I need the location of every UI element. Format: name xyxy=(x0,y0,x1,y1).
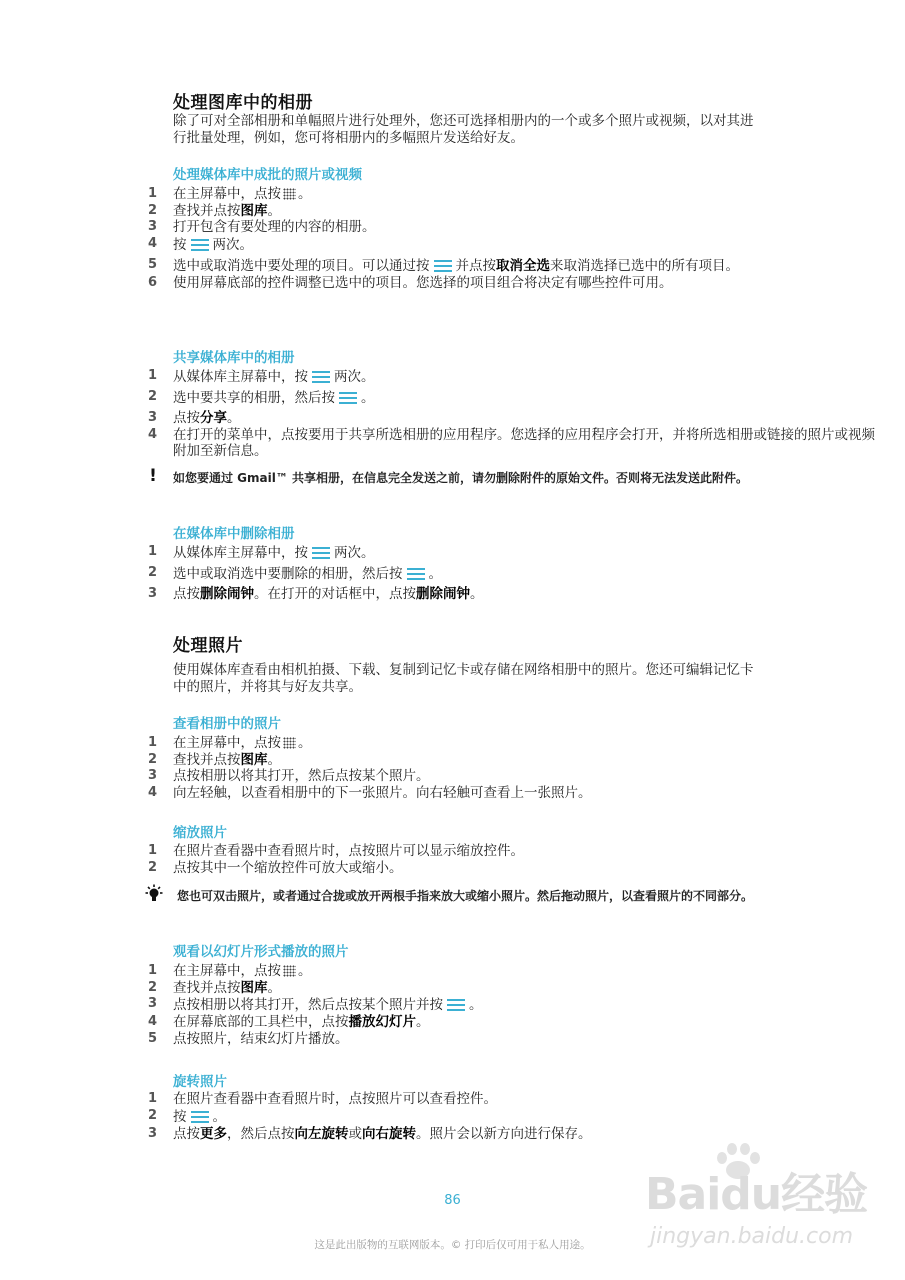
heading-share: 共享媒体库中的相册 xyxy=(173,350,295,366)
step: 3 点按相册以将其打开，然后点按某个照片并按 。 xyxy=(148,996,483,1013)
step: 2 选中要共享的相册，然后按 。 xyxy=(148,389,375,406)
step: 4 按 两次。 xyxy=(148,235,253,253)
footer-notice: 这是此出版物的互联网版本。© 打印后仅可用于私人用途。 xyxy=(314,1239,591,1251)
step: 2 查找并点按图库。 xyxy=(148,202,281,219)
apps-grid-icon xyxy=(283,965,296,977)
steps-slideshow xyxy=(0,963,760,1047)
step: 3 点按相册以将其打开，然后点按某个照片。 xyxy=(148,768,430,784)
heading-delete: 在媒体库中删除相册 xyxy=(173,526,295,542)
heading-view: 查看相册中的照片 xyxy=(173,716,281,732)
menu-icon xyxy=(310,544,332,562)
step: 3 点按删除闹钟。在打开的对话框中，点按删除闹钟。 xyxy=(148,586,484,602)
step: 1 在主屏幕中，点按 。 xyxy=(148,186,312,202)
step: 1 在照片查看器中查看照片时，点按照片可以查看控件。 xyxy=(148,1091,497,1107)
step: 6 使用屏幕底部的控件调整已选中的项目。您选择的项目组合将决定有哪些控件可用。 xyxy=(148,274,673,291)
step: 4 在屏幕底部的工具栏中，点按播放幻灯片。 xyxy=(148,1014,430,1030)
step: 1 从媒体库主屏幕中，按 两次。 xyxy=(148,544,375,561)
page-number: 86 xyxy=(444,1193,461,1208)
heading-slideshow: 观看以幻灯片形式播放的照片 xyxy=(173,944,349,960)
step: 2 查找并点按图库。 xyxy=(148,979,281,996)
menu-icon xyxy=(337,389,359,407)
menu-icon xyxy=(189,1108,211,1126)
step: 4 在打开的菜单中，点按要用于共享所选相册的应用程序。您选择的应用程序会打开，并将所选相册或链接的照片或视频附加至新信息。 xyxy=(148,426,875,459)
steps-rotate xyxy=(0,1091,760,1142)
section-title-photos: 处理照片 xyxy=(173,636,243,656)
steps-view xyxy=(0,735,760,801)
steps-share xyxy=(0,368,875,460)
step: 2 按 。 xyxy=(148,1107,226,1125)
section-intro-photos: 使用媒体库查看由相机拍摄、下载、复制到记忆卡或存储在网络相册中的照片。您还可编辑记忆卡中的照片，并将其与好友共享。 xyxy=(173,662,754,695)
heading-rotate: 旋转照片 xyxy=(173,1074,227,1090)
step: 1 在主屏幕中，点按 。 xyxy=(148,963,312,979)
step: 5 选中或取消选中要处理的项目。可以通过按 并点按取消全选来取消选择已选中的所有项目。 xyxy=(148,256,739,274)
step: 2 点按其中一个缩放控件可放大或缩小。 xyxy=(148,859,403,876)
step: 1 从媒体库主屏幕中，按 两次。 xyxy=(148,368,375,385)
heading-batch: 处理媒体库中成批的照片或视频 xyxy=(173,167,362,183)
exclamation-icon: ! xyxy=(149,466,157,486)
step: 1 在主屏幕中，点按 。 xyxy=(148,735,312,751)
lightbulb-icon xyxy=(145,884,163,904)
section-intro-albums: 除了可对全部相册和单幅照片进行处理外，您还可选择相册内的一个或多个照片或视频，以对其进行批量处理，例如，您可将相册内的多幅照片发送给好友。 xyxy=(173,113,754,146)
step: 3 点按分享。 xyxy=(148,410,241,426)
note-gmail: 如您要通过 Gmail™ 共享相册，在信息完全发送之前，请勿删除附件的原始文件。否则将无法发送此附件。 xyxy=(173,471,749,485)
section-title-albums: 处理图库中的相册 xyxy=(173,93,313,113)
heading-zoom: 缩放照片 xyxy=(173,825,227,841)
steps-batch xyxy=(0,186,760,291)
step: 2 选中或取消选中要删除的相册，然后按 。 xyxy=(148,565,442,582)
menu-icon xyxy=(432,257,454,275)
menu-icon xyxy=(189,236,211,254)
watermark-logo: Baidu经验 xyxy=(645,1169,868,1220)
step: 3 点按更多，然后点按向左旋转或向右旋转。照片会以新方向进行保存。 xyxy=(148,1125,592,1142)
apps-grid-icon xyxy=(283,188,296,200)
steps-delete xyxy=(0,544,760,603)
step: 3 打开包含有要处理的内容的相册。 xyxy=(148,219,376,235)
baidu-watermark xyxy=(640,1140,870,1270)
menu-icon xyxy=(445,996,467,1014)
watermark-url: jingyan.baidu.com xyxy=(650,1224,854,1249)
step: 2 查找并点按图库。 xyxy=(148,751,281,768)
step: 4 向左轻触，以查看相册中的下一张照片。向右轻触可查看上一张照片。 xyxy=(148,784,592,801)
menu-icon xyxy=(405,565,427,583)
steps-zoom xyxy=(0,843,760,876)
menu-icon xyxy=(310,368,332,386)
tip-zoom: 您也可双击照片，或者通过合拢或放开两根手指来放大或缩小照片。然后拖动照片，以查看照片的不同部分。 xyxy=(177,889,754,903)
step: 5 点按照片，结束幻灯片播放。 xyxy=(148,1030,349,1047)
step: 1 在照片查看器中查看照片时，点按照片可以显示缩放控件。 xyxy=(148,843,524,859)
apps-grid-icon xyxy=(283,737,296,749)
